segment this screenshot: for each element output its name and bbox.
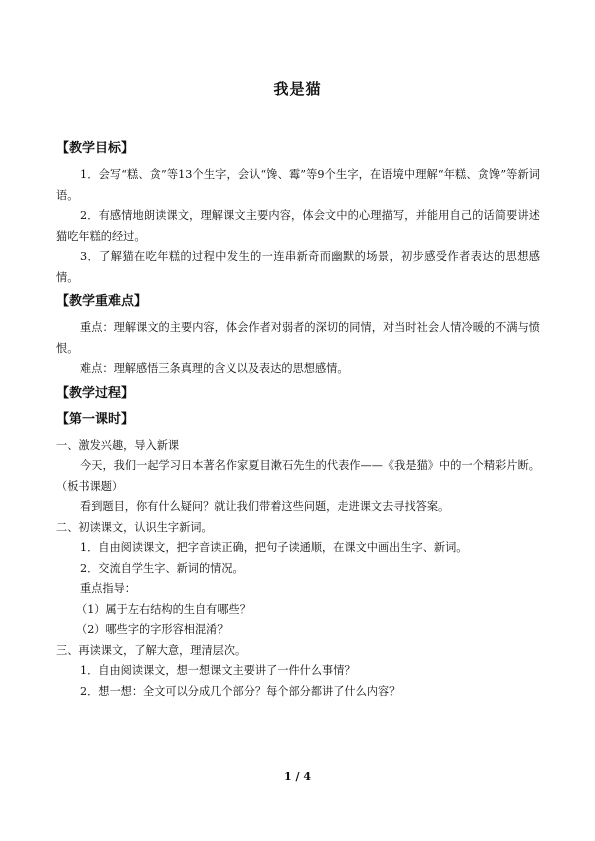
step3-item2: 2．想一想：全文可以分成几个部分？每个部分都讲了什么内容？ — [80, 684, 401, 698]
section-heading-process: 【教学过程】 — [56, 385, 135, 401]
goal-item-3: 3．了解猫在吃年糕的过程中发生的一连串新奇而幽默的场景，初步感受作者表达的思想感情。 — [56, 250, 540, 284]
step1-para1: 今天，我们一起学习日本著名作家夏目漱石先生的代表作——《我是猫》中的一个精彩片断。（板书课题） — [56, 459, 540, 493]
section-heading-lesson1: 【第一课时】 — [56, 411, 135, 427]
step2-guide2: （2）哪些字的字形容相混淆？ — [76, 623, 229, 636]
keypoint-focus: 重点：理解课文的主要内容，体会作者对弱者的深切的同情，对当时社会人情冷暖的不满与愤恨。 — [56, 321, 540, 355]
document-body — [56, 139, 540, 702]
step2-item2: 2．交流自学生字、新词的情况。 — [80, 561, 244, 575]
section-heading-keypoints: 【教学重难点】 — [56, 294, 148, 309]
goal-item-2: 2．有感情地朗读课文，理解课文主要内容，体会文中的心理描写，并能用自己的话简要讲述猫吃年糕的经过。 — [56, 209, 540, 243]
step1-title: 一、激发兴趣，导入新课 — [56, 438, 180, 452]
section-heading-goals: 【教学目标】 — [56, 141, 135, 156]
keypoint-difficulty: 难点：理解感悟三条真理的含义以及表达的思想感情。 — [80, 362, 349, 375]
step2-item1: 1．自由阅读课文，把字音读正确，把句子读通顺，在课文中画出生字、新词。 — [80, 541, 468, 554]
step2-title: 二、初读课文，认识生字新词。 — [56, 520, 213, 534]
page-number: 1 / 4 — [284, 770, 311, 783]
step1-para2: 看到题目，你有什么疑问？就让我们带着这些问题，走进课文去寻找答案。 — [80, 500, 450, 513]
step3-title: 三、再读课文，了解大意，理清层次。 — [56, 643, 247, 657]
step2-guide: 重点指导： — [80, 582, 136, 595]
goal-item-1: 1．会写“糕、贪”等13个生字，会认“馋、霉”等9个生字，在语境中理解“年糕、贪馋”等新词语。 — [56, 168, 540, 202]
step2-guide1: （1）属于左右结构的生自有哪些？ — [76, 602, 251, 616]
page-title: 我是猫 — [273, 80, 322, 98]
step3-item1: 1．自由阅读课文，想一想课文主要讲了一件什么事情？ — [80, 664, 356, 677]
